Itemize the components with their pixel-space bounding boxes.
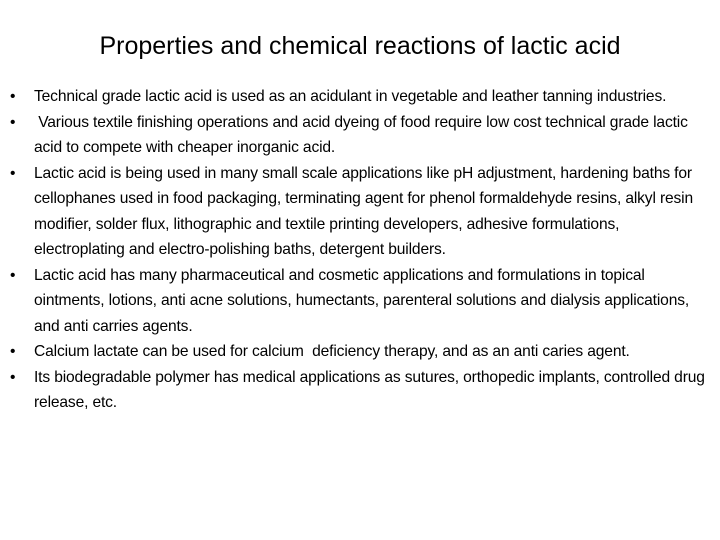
bullet-text: Its biodegradable polymer has medical applications as sutures, orthopedic implants, controlled drug release, etc. [34, 368, 705, 411]
bullet-icon: • [10, 88, 16, 105]
bullet-item [10, 263, 710, 340]
bullet-item [10, 84, 710, 110]
bullet-item [10, 110, 710, 161]
bullet-icon: • [10, 113, 16, 131]
bullet-text: Various textile finishing operations and acid dyeing of food require low cost technical grade lactic acid to compete with cheaper inorganic acid. [34, 113, 692, 156]
bullet-text: Lactic acid has many pharmaceutical and cosmetic applications and formulations in topical ointments, lotions, anti acne solutions, humectants, parenteral solutions and dialysis applications, and anti carries agents. [34, 266, 690, 335]
bullet-list [10, 84, 710, 416]
bullet-item [10, 339, 710, 365]
bullet-item [10, 365, 710, 416]
bullet-icon: • [10, 164, 16, 182]
bullet-icon: • [10, 343, 16, 360]
bullet-item [10, 161, 710, 263]
bullet-text: Calcium lactate can be used for calcium deficiency therapy, and as an anti caries agent. [34, 343, 630, 360]
bullet-text: Technical grade lactic acid is used as an acidulant in vegetable and leather tanning industries. [34, 88, 667, 105]
bullet-text: Lactic acid is being used in many small scale applications like pH adjustment, hardening baths for cellophanes used in food packaging, terminating agent for phenol formaldehyde resins, alkyl resin modifier, solder flux, lithographic and textile printing developers, adhesive formulations, electroplating and electro-polishing baths, detergent builders. [34, 164, 693, 258]
bullet-icon: • [10, 368, 16, 386]
bullet-icon: • [10, 266, 16, 284]
slide-title: Properties and chemical reactions of lactic acid [99, 32, 621, 60]
